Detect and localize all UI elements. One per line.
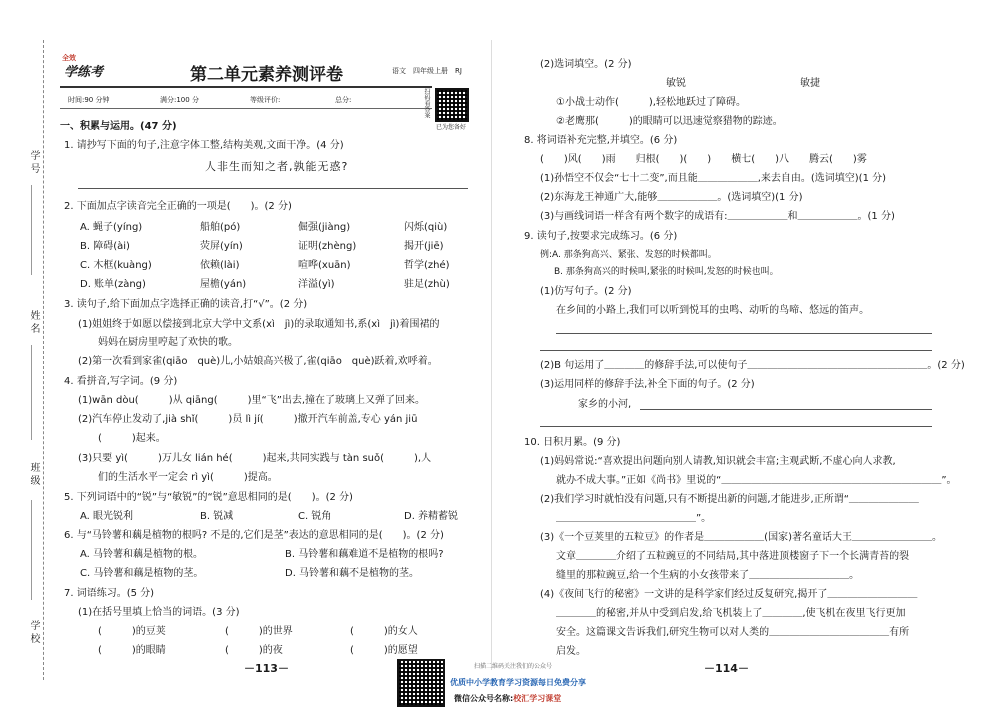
- q9-1: (1)仿写句子。(2 分): [540, 286, 632, 297]
- q6-opt-a: A. 马铃薯和藕是植物的根。: [80, 549, 204, 560]
- q2-d4: 驻足(zhù): [404, 279, 450, 290]
- q2-a3: 倔强(jiàng): [298, 222, 351, 233]
- q3-2: (2)第一次看到家雀(qiāo què)儿,小姑娘高兴极了,雀(qiāo què)跃着,欢呼着。: [78, 356, 438, 367]
- q7-1: (1)在括号里填上恰当的词语。(3 分): [78, 607, 240, 618]
- q8-2: (2)东海龙王神通广大,能够＿＿＿＿＿＿。(选词填空)(1 分): [540, 192, 803, 203]
- q9-3-stem: 家乡的小河,: [578, 399, 632, 410]
- q9-example-a: 例:A. 那条狗高兴、紧张、发怒的时候都叫。: [540, 250, 717, 260]
- q4-3a: (3)只要 yì( )万儿女 lián hé( )起来,共同实践与 tàn suǒ( ),人: [78, 453, 432, 464]
- q7-r2-2: ( )的夜: [225, 645, 283, 656]
- footer-line-2: [454, 693, 561, 704]
- q10-3c: 缝里的那粒豌豆,给一个生病的小女孩带来了＿＿＿＿＿＿＿＿＿＿。: [556, 570, 860, 581]
- word-option-1: 敏锐: [666, 78, 686, 89]
- footer-scan-text: 扫描二维码关注我们的公众号: [474, 663, 553, 670]
- q7-r1-3: ( )的女人: [350, 626, 418, 637]
- q10-prompt: 10. 日积月累。(9 分): [524, 437, 621, 448]
- q7-2-prompt: (2)选词填空。(2 分): [540, 59, 632, 70]
- q4-prompt: 4. 看拼音,写字词。(9 分): [64, 376, 178, 387]
- qr-side-text: 扫码看答案: [423, 88, 430, 118]
- q2-d3: 洋溢(yì): [298, 279, 335, 290]
- binder-class: 班 级: [28, 462, 39, 486]
- q10-3a: (3)《一个豆荚里的五粒豆》的作者是＿＿＿＿＿＿(国家)著名童话大王＿＿＿＿＿＿＿＿。: [540, 532, 942, 543]
- q6-opt-b: B. 马铃薯和藕难道不是植物的根吗?: [285, 549, 444, 560]
- q8-idioms: ( )风( )雨 归根( )( ) 横七( )八 腾云( )雾: [540, 154, 867, 165]
- q8-prompt: 8. 将词语补充完整,并填空。(6 分): [524, 135, 678, 146]
- q9-3-answer-line-1[interactable]: [640, 409, 932, 410]
- q2-c4: 哲学(zhé): [404, 260, 450, 271]
- footer-account-name: 校汇学习课堂: [513, 694, 562, 703]
- q10-4b: ＿＿＿＿的秘密,并从中受到启发,给飞机装上了＿＿＿＿,使飞机在夜里飞行更加: [556, 608, 906, 619]
- footer-qr-code[interactable]: [397, 659, 445, 707]
- q10-2a: (2)我们学习时就怕没有问题,只有不断提出新的问题,才能进步,正所谓“＿＿＿＿＿＿＿: [540, 494, 919, 505]
- q2-d1: D. 账单(zàng): [80, 279, 146, 290]
- q2-b3: 证明(zhèng): [298, 241, 357, 252]
- full-score-label: 满分:100 分: [160, 96, 199, 104]
- q4-1: (1)wān dòu( )从 qiāng( )里“飞”出去,撞在了玻璃上又弹了回来。: [78, 395, 426, 406]
- q2-b4: 揭开(jiē): [404, 241, 444, 252]
- q3-1b: 妈妈在厨房里哼起了欢快的歌。: [98, 337, 238, 348]
- q8-1: (1)孙悟空不仅会“七十二变”,而且能＿＿＿＿＿＿,来去自由。(选词填空)(1 分): [540, 173, 887, 184]
- footer-line-1: 优质中小学教育学习资源每日免费分享: [450, 678, 586, 687]
- total-label: 总分:: [335, 96, 352, 104]
- q3-1a: (1)姐姐终于如愿以偿接到北京大学中文系(xì jì)的录取通知书,系(xì jì)着围裙的: [78, 319, 440, 330]
- q9-3-answer-line-2[interactable]: [540, 426, 932, 427]
- page-number-left: －113－: [244, 662, 289, 675]
- page-title: 第二单元素养测评卷: [190, 65, 343, 85]
- q2-a2: 船舶(pó): [200, 222, 241, 233]
- q8-3: (3)与画线词语一样含有两个数字的成语有:＿＿＿＿＿＿和＿＿＿＿＿＿。(1 分): [540, 211, 895, 222]
- qr-caption: 已为您备好: [436, 124, 467, 131]
- q2-d2: 屋檐(yán): [200, 279, 247, 290]
- answer-qr-code[interactable]: [435, 88, 469, 122]
- q7-r1-1: ( )的豆荚: [98, 626, 166, 637]
- q10-4c: 安全。这篇课文告诉我们,研究生物可以对人类的＿＿＿＿＿＿＿＿＿＿＿＿有所: [556, 627, 910, 638]
- q2-b2: 荧屏(yín): [200, 241, 243, 252]
- q9-example-b: B. 那条狗高兴的时候叫,紧张的时候叫,发怒的时候也叫。: [554, 267, 779, 277]
- q10-2b: ＿＿＿＿＿＿＿＿＿＿＿＿＿＿”。: [556, 513, 712, 524]
- q7-2-2: ②老鹰那( )的眼睛可以迅速觉察猎物的踪迹。: [556, 116, 783, 127]
- q1-sentence: 人非生而知之者,孰能无惑?: [205, 160, 349, 173]
- section-1-title: 一、积累与运用。(47 分): [60, 121, 177, 132]
- q3-prompt: 3. 读句子,给下面加点字选择正确的读音,打“√”。(2 分): [64, 299, 308, 310]
- q1-answer-line[interactable]: [78, 188, 468, 189]
- q10-4a: (4)《夜间飞行的秘密》一文讲的是科学家们经过反复研究,揭开了＿＿＿＿＿＿＿＿＿: [540, 589, 918, 600]
- binder-school: 学 校: [28, 620, 39, 644]
- q1-prompt: 1. 请抄写下面的句子,注意字体工整,结构美观,文面干净。(4 分): [64, 140, 344, 151]
- binding-margin: [0, 0, 52, 709]
- q9-1-answer-line-2[interactable]: [540, 350, 932, 351]
- q9-1-answer-line-1[interactable]: [556, 333, 932, 334]
- subject-meta: 语文 四年级上册 RJ: [392, 67, 462, 75]
- q7-r1-2: ( )的世界: [225, 626, 293, 637]
- q7-r2-3: ( )的愿望: [350, 645, 418, 656]
- q7-2-1: ①小战士动作( ),轻松地跃过了障碍。: [556, 97, 746, 108]
- q9-2: (2)B 句运用了＿＿＿＿的修辞手法,可以使句子＿＿＿＿＿＿＿＿＿＿＿＿＿＿＿＿＿＿。(2 分): [540, 360, 965, 371]
- time-label: 时间:90 分钟: [68, 96, 110, 104]
- binder-name: 姓 名: [28, 310, 39, 334]
- q2-a1: A. 蝇子(yíng): [80, 222, 143, 233]
- q4-2a: (2)汽车停止发动了,jià shǐ( )员 lì jí( )撤开汽车前盖,专心 yán jiū: [78, 414, 418, 425]
- q9-1-sentence: 在乡间的小路上,我们可以听到悦耳的虫鸣、动听的鸟啼、悠远的笛声。: [556, 305, 870, 316]
- q2-a4: 闪烁(qiù): [404, 222, 448, 233]
- q2-c1: C. 木框(kuàng): [80, 260, 152, 271]
- brand-logo: 全效 学练考: [62, 54, 104, 80]
- word-option-2: 敏捷: [800, 78, 820, 89]
- q9-3: (3)运用同样的修辞手法,补全下面的句子。(2 分): [540, 379, 755, 390]
- footer-line-2-label: 微信公众号名称:: [454, 694, 514, 703]
- q5-opt-d: D. 养精蓄锐: [404, 511, 459, 522]
- q5-prompt: 5. 下列词语中的“锐”与“敏锐”的“锐”意思相同的是( )。(2 分): [64, 492, 353, 503]
- q2-c3: 喧哗(xuān): [298, 260, 351, 271]
- q2-prompt: 2. 下面加点字读音完全正确的一项是( )。(2 分): [64, 201, 292, 212]
- q10-3b: 文章＿＿＿＿介绍了五粒豌豆的不同结局,其中落进顶楼窗子下一个长满青苔的裂: [556, 551, 910, 562]
- page-number-right: －114－: [704, 662, 749, 675]
- q7-r2-1: ( )的眼睛: [98, 645, 166, 656]
- q10-4d: 启发。: [556, 646, 586, 657]
- grade-label: 等级评价:: [250, 96, 281, 104]
- q2-b1: B. 障碍(ài): [80, 241, 130, 252]
- q6-opt-d: D. 马铃薯和藕不是植物的茎。: [285, 568, 420, 579]
- q7-prompt: 7. 词语练习。(5 分): [64, 588, 155, 599]
- q4-2b: ( )起来。: [98, 433, 166, 444]
- q2-c2: 依赖(lài): [200, 260, 240, 271]
- q5-opt-b: B. 锐减: [200, 511, 234, 522]
- q6-prompt: 6. 与“马铃薯和藕是植物的根吗? 不是的,它们是茎”表达的意思相同的是( )。(2 分): [64, 530, 444, 541]
- q6-opt-c: C. 马铃薯和藕是植物的茎。: [80, 568, 204, 579]
- q10-1a: (1)妈妈常说:“喜欢提出问题向别人请教,知识就会丰富;主观武断,不虚心向人求教,: [540, 456, 896, 467]
- q9-prompt: 9. 读句子,按要求完成练习。(6 分): [524, 231, 678, 242]
- q10-1b: 就办不成大事。”正如《尚书》里说的“＿＿＿＿＿＿＿＿＿＿＿＿＿＿＿＿＿＿＿＿＿＿”。: [556, 475, 957, 486]
- binder-number: 学 号: [28, 150, 39, 174]
- q4-3b: 们的生活水平一定会 rì yì( )提高。: [98, 472, 278, 483]
- q5-opt-a: A. 眼光锐利: [80, 511, 134, 522]
- q5-opt-c: C. 锐角: [298, 511, 332, 522]
